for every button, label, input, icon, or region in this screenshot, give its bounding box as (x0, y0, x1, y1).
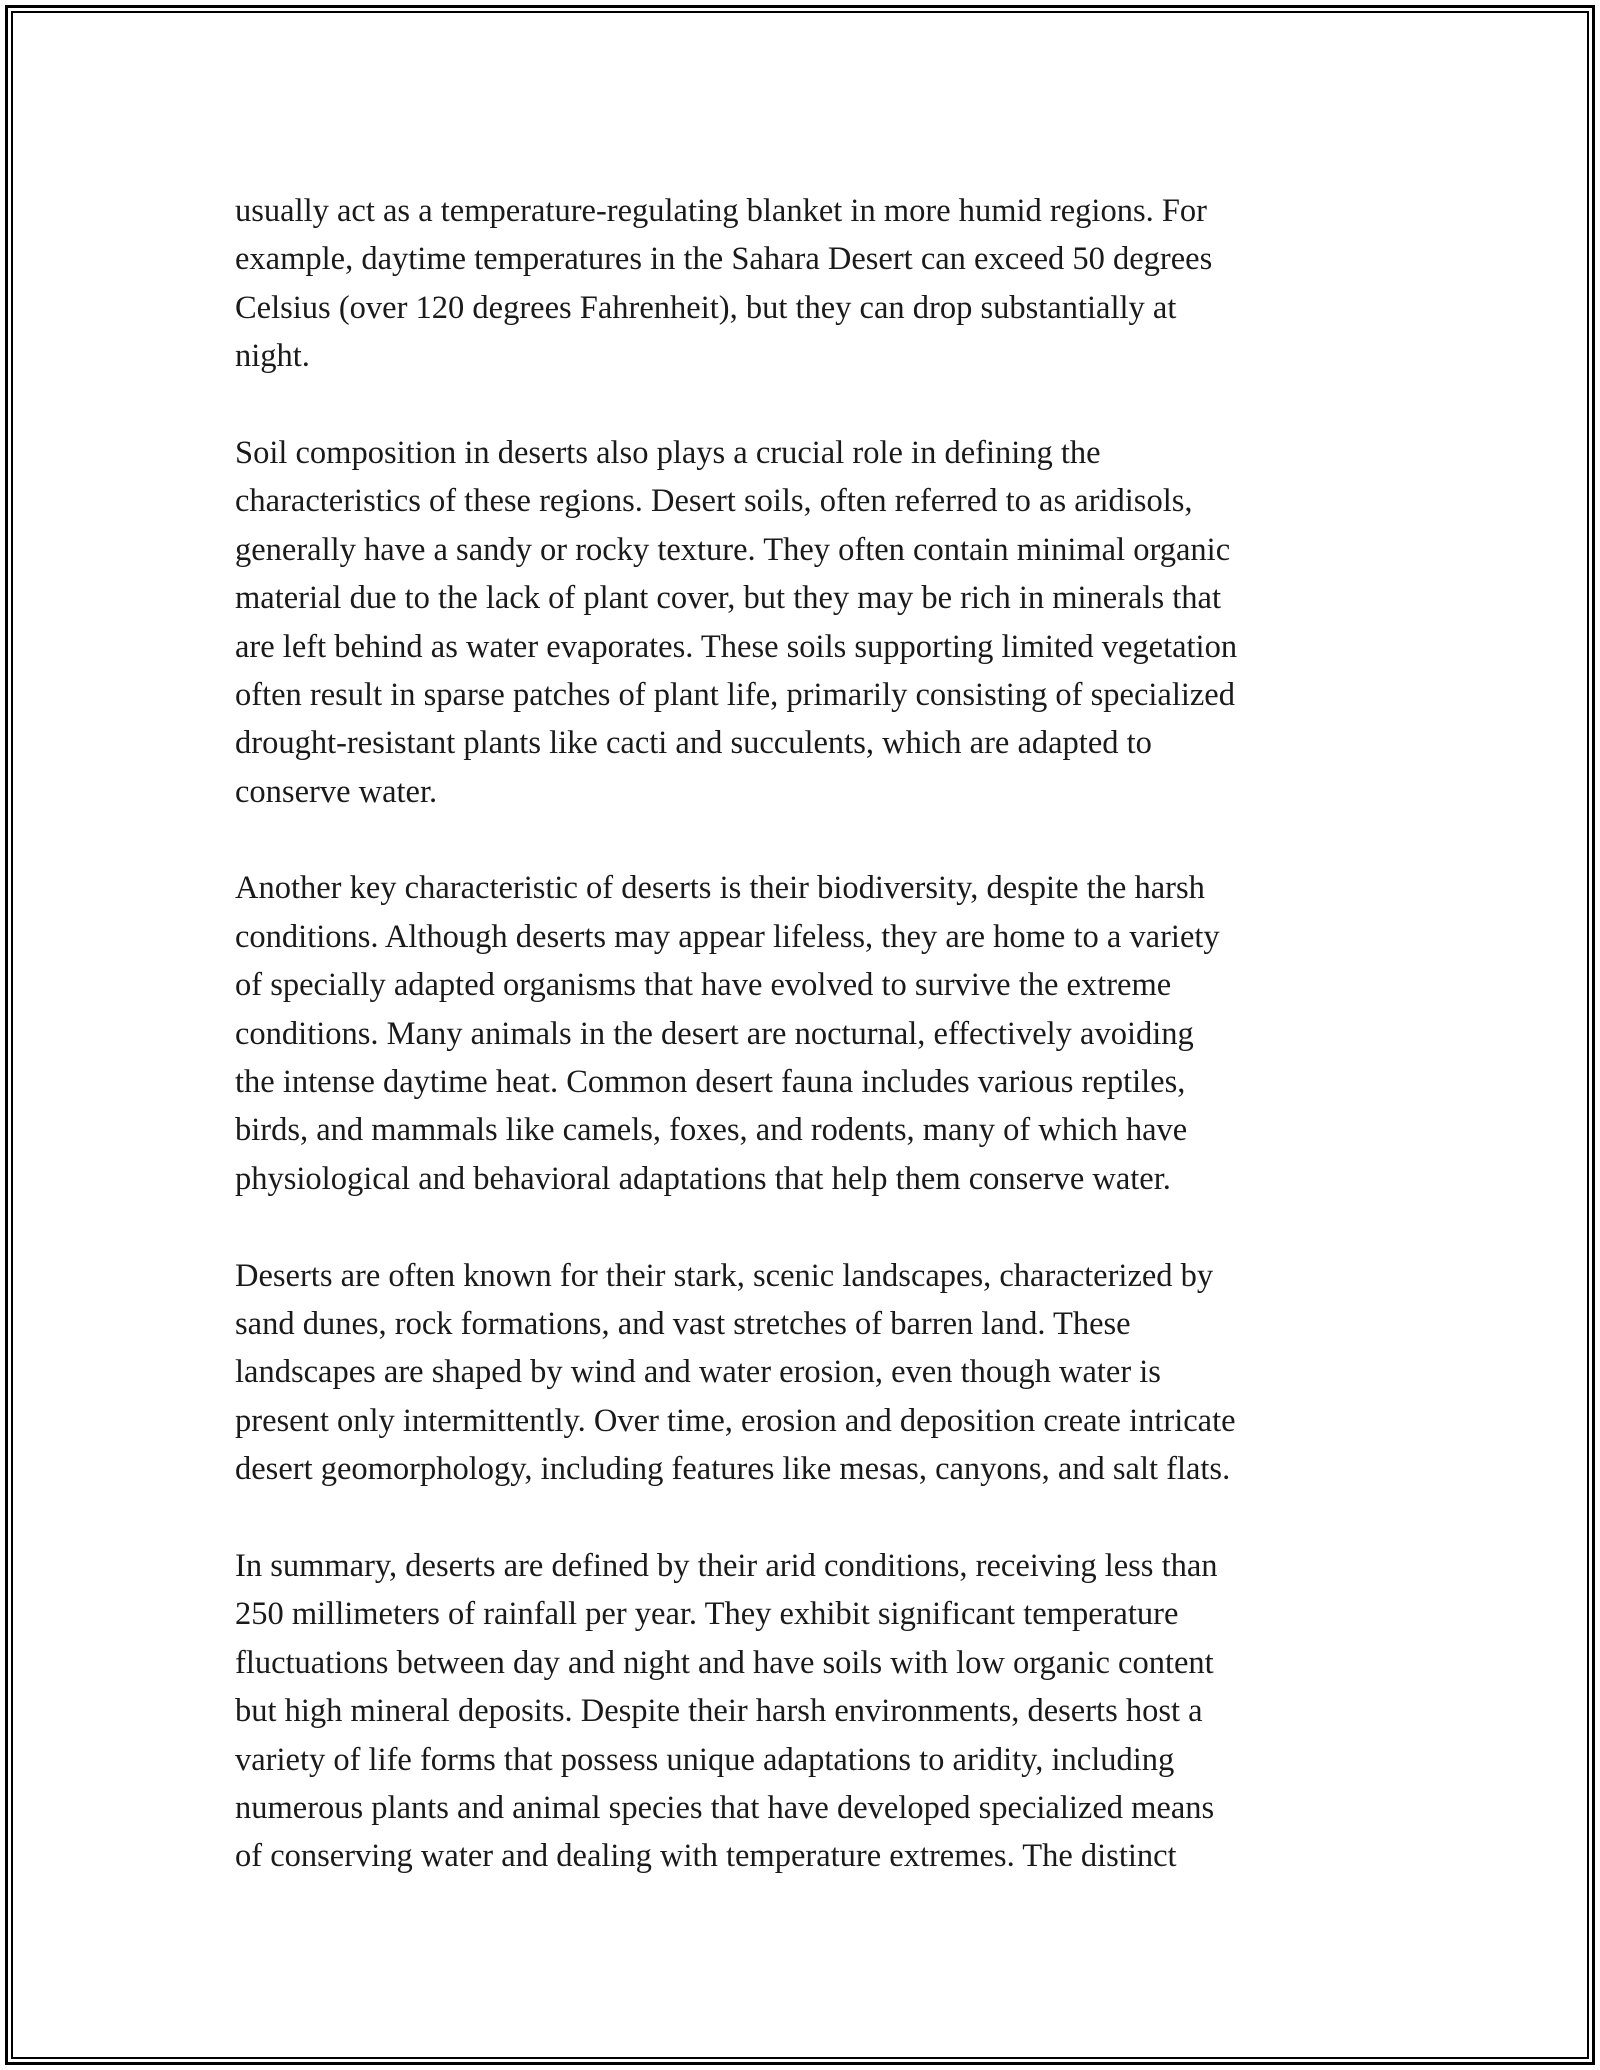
text-line: material due to the lack of plant cover, but they may be rich in minerals that (235, 580, 1221, 617)
text-line: desert geomorphology, including features like mesas, canyons, and salt flats. (235, 1451, 1231, 1488)
paragraph-temperature (235, 187, 1385, 381)
paragraph-biodiversity (235, 864, 1385, 1203)
text-line: numerous plants and animal species that have developed specialized means (235, 1789, 1215, 1826)
text-line: Soil composition in deserts also plays a crucial role in defining the (235, 434, 1101, 471)
text-line: present only intermittently. Over time, erosion and deposition create intricate (235, 1402, 1236, 1439)
text-line: characteristics of these regions. Desert soils, often referred to as aridisols, (235, 483, 1193, 520)
text-line: conditions. Although deserts may appear lifeless, they are home to a variety (235, 918, 1220, 955)
text-line: Celsius (over 120 degrees Fahrenheit), but they can drop substantially at (235, 289, 1177, 326)
paragraph-spacer (235, 1494, 1385, 1542)
text-line: night. (235, 338, 310, 375)
text-line: In summary, deserts are defined by their arid conditions, receiving less than (235, 1547, 1218, 1584)
paragraph-soil (235, 429, 1385, 816)
text-line: of specially adapted organisms that have evolved to survive the extreme (235, 967, 1172, 1004)
document-body (235, 187, 1385, 1881)
text-line: physiological and behavioral adaptations that help them conserve water. (235, 1160, 1171, 1197)
paragraph-spacer (235, 381, 1385, 429)
paragraph-spacer (235, 1203, 1385, 1251)
text-line: 250 millimeters of rainfall per year. They exhibit significant temperature (235, 1596, 1179, 1633)
text-line: of conserving water and dealing with temperature extremes. The distinct (235, 1838, 1177, 1875)
paragraph-landscapes (235, 1252, 1385, 1494)
text-line: example, daytime temperatures in the Sahara Desert can exceed 50 degrees (235, 241, 1213, 278)
text-line: fluctuations between day and night and have soils with low organic content (235, 1644, 1214, 1681)
text-line: Another key characteristic of deserts is their biodiversity, despite the harsh (235, 870, 1205, 907)
paragraph-spacer (235, 816, 1385, 864)
text-line: landscapes are shaped by wind and water erosion, even though water is (235, 1354, 1161, 1391)
text-line: variety of life forms that possess unique adaptations to aridity, including (235, 1741, 1175, 1778)
paragraph-summary (235, 1542, 1385, 1881)
text-line: conditions. Many animals in the desert are nocturnal, effectively avoiding (235, 1015, 1194, 1052)
text-line: but high mineral deposits. Despite their harsh environments, deserts host a (235, 1693, 1203, 1730)
text-line: are left behind as water evaporates. These soils supporting limited vegetation (235, 628, 1238, 665)
text-line: often result in sparse patches of plant life, primarily consisting of specialized (235, 676, 1235, 713)
text-line: usually act as a temperature-regulating blanket in more humid regions. For (235, 193, 1208, 229)
text-line: drought-resistant plants like cacti and succulents, which are adapted to (235, 725, 1152, 762)
text-line: birds, and mammals like camels, foxes, and rodents, many of which have (235, 1112, 1188, 1149)
text-line: the intense daytime heat. Common desert fauna includes various reptiles, (235, 1064, 1186, 1101)
text-line: Deserts are often known for their stark, scenic landscapes, characterized by (235, 1257, 1214, 1294)
text-line: generally have a sandy or rocky texture. They often contain minimal organic (235, 531, 1231, 568)
text-line: conserve water. (235, 773, 438, 810)
text-line: sand dunes, rock formations, and vast stretches of barren land. These (235, 1305, 1131, 1342)
